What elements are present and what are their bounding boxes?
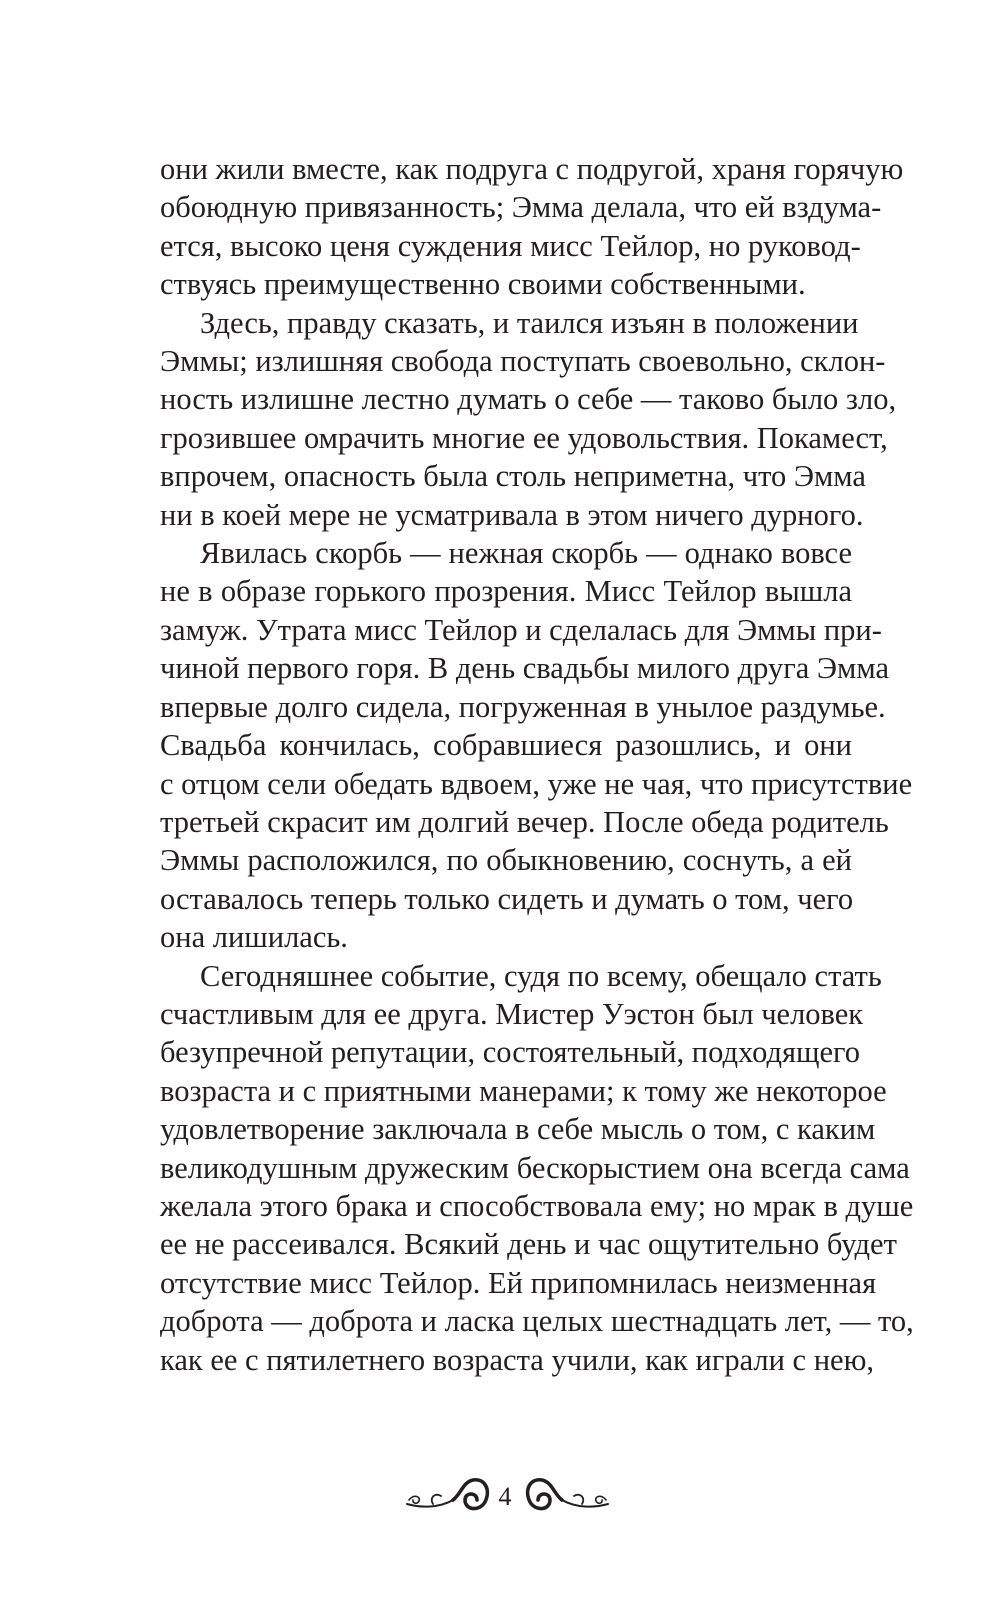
text-line: впервые долго сидела, погруженная в унылое раздумье. <box>160 689 886 724</box>
text-line: отсутствие мисс Тейлор. Ей припомнилась неизменная <box>160 1265 877 1300</box>
text-line: грозившее омрачить многие ее удовольствия. Покамест, <box>160 420 888 455</box>
paragraph <box>160 957 914 1379</box>
text-line: Свадьба кончилась, собравшиеся разошлись, и они <box>160 728 852 763</box>
text-line: с отцом сели обедать вдвоем, уже не чая, что присутствие <box>160 766 913 801</box>
page-number: 4 <box>498 1482 512 1511</box>
text-line: ется, высоко ценя суждения мисс Тейлор, но руковод- <box>160 228 861 263</box>
text-line: они жили вместе, как подруга с подругой, храня горячую <box>160 152 904 186</box>
text-line: третьей скрасит им долгий вечер. После обеда родитель <box>160 804 889 839</box>
text-line: оставалось теперь только сидеть и думать о том, чего <box>160 881 854 916</box>
text-line: ни в коей мере не усматривала в этом ничего дурного. <box>160 497 864 532</box>
text-line: удовлетворение заключала в себе мысль о том, с каким <box>160 1112 876 1147</box>
text-line: Эммы; излишняя свобода поступать своевольно, склон- <box>160 344 886 379</box>
paragraph <box>160 304 897 534</box>
text-line: ствуясь преимущественно своими собственными. <box>160 267 806 302</box>
body-text <box>160 150 914 1379</box>
text-line: доброта — доброта и ласка целых шестнадцать лет, — то, <box>160 1304 914 1339</box>
scroll-ornament-icon <box>405 1470 495 1530</box>
text-line: Явилась скорбь — нежная скорбь — однако вовсе <box>200 536 852 571</box>
text-line: чиной первого горя. В день свадьбы милого друга Эмма <box>160 651 889 686</box>
text-line: ее не рассеивался. Всякий день и час ощутительно будет <box>160 1227 897 1262</box>
text-line: обоюдную привязанность; Эмма делала, что ей вздума- <box>160 190 882 225</box>
text-line: Эммы расположился, по обыкновению, соснуть, а ей <box>160 843 852 878</box>
paragraph <box>160 150 904 304</box>
text-line: она лишилась. <box>160 920 348 955</box>
text-line: желала этого брака и способствовала ему; но мрак в душе <box>160 1188 914 1223</box>
page-footer <box>0 1470 1000 1530</box>
text-line: ность излишне лестно думать о себе — таково было зло, <box>160 382 897 417</box>
paragraph <box>160 534 913 956</box>
scroll-ornament-icon <box>520 1470 610 1530</box>
text-line: впрочем, опасность была столь неприметна, что Эмма <box>160 459 866 494</box>
text-line: безупречной репутации, состоятельный, подходящего <box>160 1035 861 1070</box>
text-line: счастливым для ее друга. Мистер Уэстон был человек <box>160 996 864 1031</box>
text-line: Сегодняшнее событие, судя по всему, обещало стать <box>200 958 882 993</box>
text-line: не в образе горького прозрения. Мисс Тейлор вышла <box>160 574 852 609</box>
text-line: возраста и с приятными манерами; к тому же некоторое <box>160 1073 887 1108</box>
text-line: как ее с пятилетнего возраста учили, как играли с нею, <box>160 1342 874 1377</box>
text-line: Здесь, правду сказать, и таился изъян в положении <box>200 305 859 340</box>
text-line: великодушным дружеским бескорыстием она всегда сама <box>160 1150 910 1185</box>
text-line: замуж. Утрата мисс Тейлор и сделалась для Эммы при- <box>160 612 882 647</box>
